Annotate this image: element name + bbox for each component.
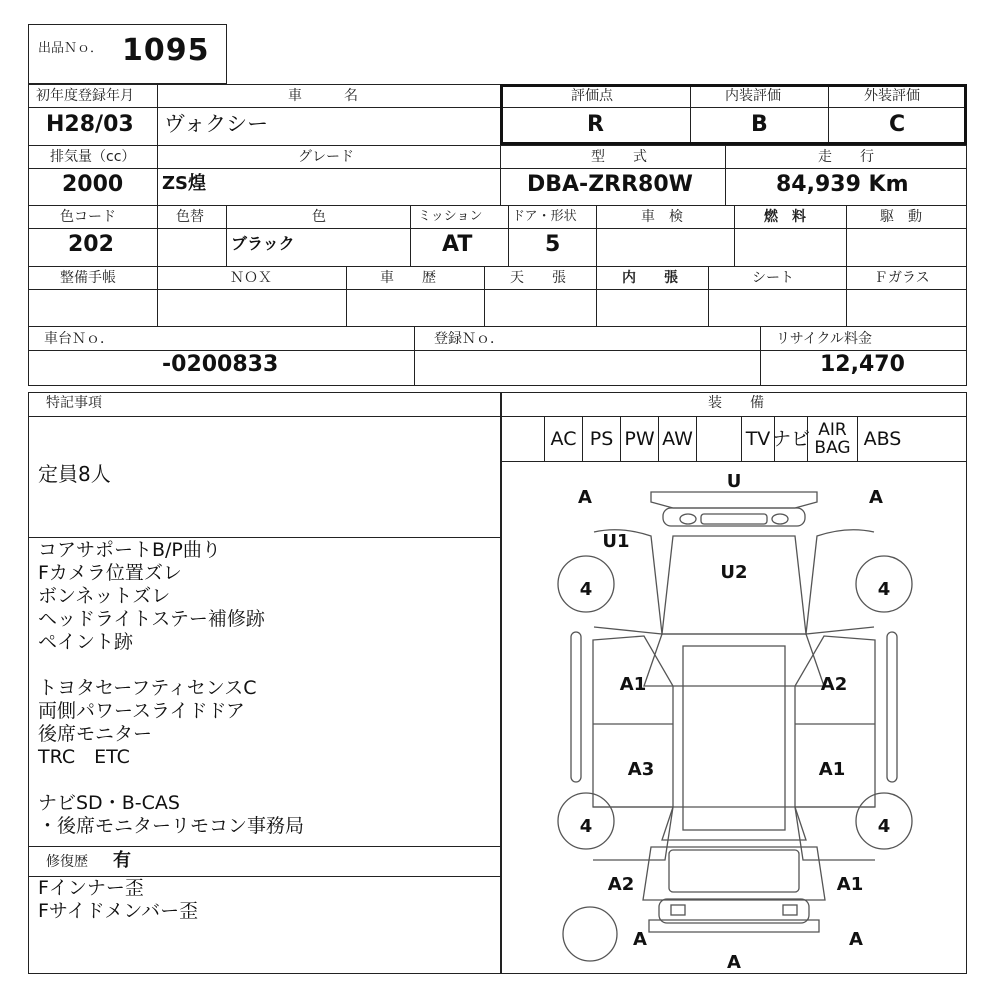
condition-mark: A1 bbox=[619, 674, 647, 695]
displacement-label: 排気量（cc） bbox=[50, 149, 136, 165]
drive-label: 駆 動 bbox=[880, 209, 922, 225]
color-value: ブラック bbox=[231, 234, 295, 253]
repair-history-label: 修復歴 bbox=[46, 854, 88, 870]
recycle-fee-label: リサイクル料金 bbox=[776, 331, 873, 347]
mission-label: ミッション bbox=[418, 209, 483, 224]
equipment-label: 装 備 bbox=[708, 395, 764, 411]
score-label: 評価点 bbox=[571, 88, 613, 104]
lot-number-value: 1095 bbox=[122, 33, 210, 68]
condition-mark: A1 bbox=[818, 759, 846, 780]
model-value: DBA-ZRR80W bbox=[527, 172, 693, 197]
grade-label: グレード bbox=[298, 149, 354, 165]
first-registration-value: H28/03 bbox=[46, 112, 134, 137]
condition-mark: A3 bbox=[627, 759, 655, 780]
ceiling-label: 天 張 bbox=[510, 270, 566, 286]
displacement-value: 2000 bbox=[62, 172, 124, 197]
roof bbox=[683, 646, 785, 830]
right-sill bbox=[887, 632, 897, 782]
doors-label: ドア・形状 bbox=[512, 209, 577, 224]
condition-mark: 4 bbox=[877, 579, 891, 600]
condition-mark: A bbox=[633, 929, 647, 950]
nox-label: ＮＯＸ bbox=[230, 270, 272, 286]
mileage-label: 走 行 bbox=[818, 149, 874, 165]
condition-mark: A1 bbox=[836, 874, 864, 895]
equipment-item: ナビ bbox=[774, 416, 807, 461]
condition-mark: U bbox=[726, 471, 742, 492]
exterior-score-value: C bbox=[889, 112, 906, 137]
left-sill bbox=[571, 632, 581, 782]
seat-label: シート bbox=[752, 270, 794, 286]
condition-mark: A bbox=[578, 487, 592, 508]
recycle-fee-value: 12,470 bbox=[820, 352, 905, 377]
equipment-item: AC bbox=[544, 416, 582, 461]
repaint-label: 色替 bbox=[176, 209, 204, 225]
front-glass-label: Ｆガラス bbox=[874, 270, 930, 286]
condition-mark: A bbox=[849, 929, 863, 950]
registration-number-label: 登録Ｎｏ． bbox=[434, 331, 504, 347]
chassis-number-value: -0200833 bbox=[162, 352, 279, 377]
interior-trim-label: 内 張 bbox=[622, 270, 678, 286]
grade-value: ZS煌 bbox=[162, 173, 207, 194]
color-code-value: 202 bbox=[68, 232, 114, 257]
mileage-value: 84,939 Km bbox=[776, 172, 909, 197]
fuel-label: 燃 料 bbox=[764, 209, 806, 225]
repair-history-value: 有 bbox=[113, 850, 131, 871]
car-name-value: ヴォクシー bbox=[164, 112, 269, 136]
condition-mark: A2 bbox=[607, 874, 635, 895]
lot-number-label: 出品Ｎｏ． bbox=[38, 41, 104, 56]
notes-memo: コアサポートB/P曲り Fカメラ位置ズレ ボンネットズレ ヘッドライトステー補修跡 ペイント跡 トヨタセーフティセンスC 両側パワースライドドア 後席モニター TRC ETC ナビSD・B-CAS ・後席モニターリモコン事務局 bbox=[38, 539, 305, 837]
service-record-label: 整備手帳 bbox=[60, 270, 116, 286]
condition-mark: U2 bbox=[720, 562, 748, 583]
notes-label: 特記事項 bbox=[46, 395, 102, 411]
condition-mark: 4 bbox=[579, 816, 593, 837]
equipment-item: PS bbox=[582, 416, 620, 461]
left-doors bbox=[593, 636, 673, 807]
equipment-item: TV bbox=[741, 416, 774, 461]
spare-wheel bbox=[563, 907, 617, 961]
equipment-item: AIR BAG bbox=[807, 416, 857, 461]
interior-score-label: 内装評価 bbox=[725, 88, 781, 104]
condition-mark: A bbox=[727, 952, 741, 973]
equipment-item bbox=[501, 416, 544, 461]
doors-value: 5 bbox=[545, 232, 561, 257]
hood bbox=[662, 536, 806, 634]
mission-value: AT bbox=[442, 232, 473, 257]
rear-left-quarter bbox=[593, 807, 673, 860]
condition-mark: A2 bbox=[820, 674, 848, 695]
condition-mark: A bbox=[869, 487, 883, 508]
chassis-number-label: 車台Ｎｏ． bbox=[44, 331, 114, 347]
equipment-item: AW bbox=[658, 416, 696, 461]
equipment-item bbox=[696, 416, 741, 461]
color-code-label: 色コード bbox=[60, 209, 116, 225]
front-bumper bbox=[651, 492, 817, 508]
condition-mark: 4 bbox=[877, 816, 891, 837]
model-label: 型 式 bbox=[591, 149, 647, 165]
rear-right-quarter bbox=[795, 807, 875, 860]
car-name-label: 車 名 bbox=[288, 88, 358, 104]
vehicle-history-label: 車 歴 bbox=[380, 270, 436, 286]
condition-mark: U1 bbox=[602, 531, 630, 552]
car-condition-diagram bbox=[501, 462, 967, 974]
interior-score-value: B bbox=[751, 112, 768, 137]
equipment-item: PW bbox=[620, 416, 658, 461]
condition-mark: 4 bbox=[579, 579, 593, 600]
notes-capacity: 定員8人 bbox=[38, 462, 111, 486]
front-right-fender bbox=[806, 530, 874, 634]
windshield bbox=[644, 634, 824, 686]
first-registration-label: 初年度登録年月 bbox=[36, 88, 134, 104]
equipment-item: ABS bbox=[857, 416, 907, 461]
repair-memo: Fインナー歪 Fサイドメンバー歪 bbox=[38, 877, 199, 922]
equipment-row bbox=[501, 416, 967, 461]
score-value: R bbox=[587, 112, 604, 137]
inspection-label: 車 検 bbox=[641, 209, 683, 225]
exterior-score-label: 外装評価 bbox=[864, 88, 920, 104]
right-doors bbox=[795, 636, 875, 807]
color-label: 色 bbox=[312, 209, 326, 225]
